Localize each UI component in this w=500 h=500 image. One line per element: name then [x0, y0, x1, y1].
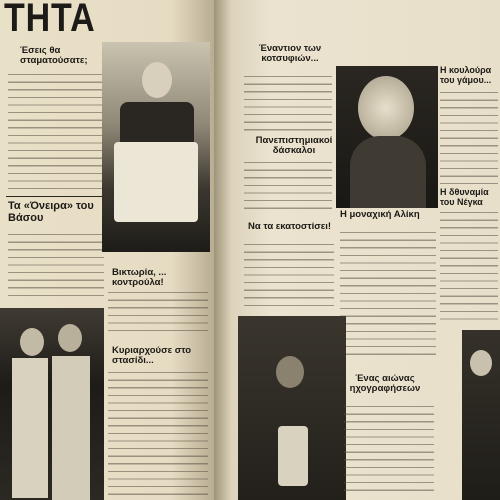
headline-victoria: Βικτωρία, ... κοντρούλα!	[112, 267, 167, 289]
article-text-aliki	[340, 232, 436, 356]
headline-negka: Η δθυναμία του Νέγκα	[440, 187, 489, 207]
article-text-university	[244, 162, 332, 214]
article-text-dreams	[8, 234, 104, 300]
article-text-victoria	[108, 292, 208, 332]
divider	[6, 196, 106, 197]
photo-wedding-cake	[238, 316, 346, 500]
article-text-negka	[440, 212, 498, 322]
headline-stop: Έσεις θα σταματούσατε;	[20, 45, 88, 67]
article-text-against	[244, 76, 332, 132]
headline-university: Πανεπιστημιακοί δάσκαλοι	[255, 135, 333, 157]
headline-dominated: Κυριαρχούσε στο στασίδι...	[112, 345, 192, 367]
headline-lonely-aliki: Η μοναχική Αλίκη	[340, 209, 420, 220]
photo-couple	[0, 308, 104, 500]
photo-negka	[462, 330, 500, 500]
photo-woman-costume	[102, 42, 210, 252]
article-text-hundred	[244, 244, 334, 310]
headline-dreams: Τα «Όνειρα» του Βάσου	[8, 200, 94, 225]
photo-aliki-portrait	[336, 66, 438, 208]
headline-wedding-ring: Η κουλούρα του γάμου...	[440, 65, 492, 85]
headline-against: Έναντιον των κοτσυφιών...	[258, 43, 322, 65]
article-text-stop	[8, 74, 104, 190]
article-text-dominated	[108, 372, 208, 496]
article-text-century	[344, 406, 434, 496]
headline-hundred: Να τα εκατοστίσει!	[248, 221, 332, 232]
headline-century: Ένας αιώνας ηχογραφήσεων	[349, 373, 421, 395]
article-text-wedding-ring	[440, 92, 498, 184]
section-masthead: ΤΗΤΑ	[4, 0, 96, 40]
left-page	[0, 0, 214, 500]
right-page	[214, 0, 500, 500]
